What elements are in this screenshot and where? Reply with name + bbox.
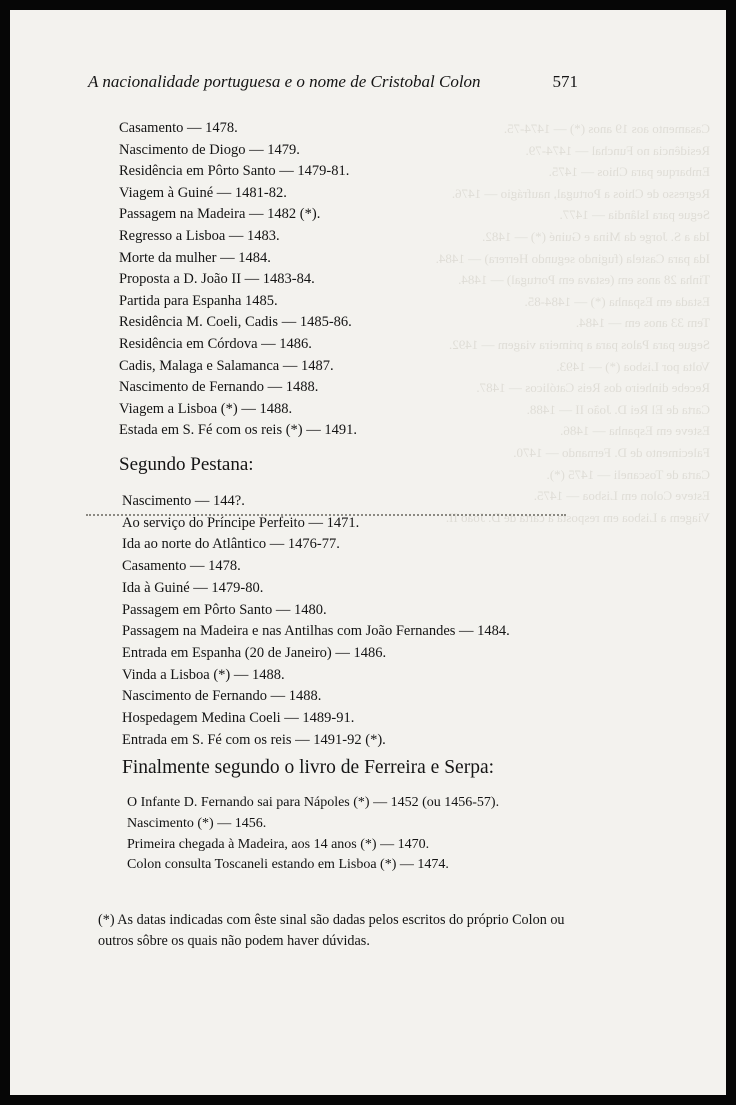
list-item: Regresso a Lisboa — 1483. <box>119 227 280 244</box>
list-item: Passagem na Madeira e nas Antilhas com João Fernandes — 1484. <box>122 623 510 640</box>
chronology-list-2 <box>122 491 510 751</box>
list-item: Partida para Espanha 1485. <box>119 292 278 309</box>
list-item: Passagem em Pôrto Santo — 1480. <box>122 601 327 618</box>
chronology-list-3 <box>127 793 499 876</box>
list-item: Colon consulta Toscaneli estando em Lisboa (*) — 1474. <box>127 857 449 873</box>
list-item: Nascimento de Fernando — 1488. <box>122 688 322 705</box>
list-item: Nascimento de Fernando — 1488. <box>119 379 319 396</box>
bleed-through-text: Casamento aos 19 anos (*) — 1474-75. Residência no Funchal — 1474-79. Embarque para Chios — 1475. Regresso de Chios a Portugal, naufrágio — 1476. Segue para Islândia — 1477. Ida a S. Jorge da Mina e Guiné (*) — 1482. Ida para Castela (fugindo segundo Herrera) — 1484. Tinha 28 anos em (estava em Portugal) — 1484. Estada em Espanha (*) — 1484-85. Tem 33 anos em — 1484. Segue para Palos para a primeira viagem — 1492. Volta por Lisboa (*) — 1493. Recebe dinheiro dos Reis Católicos — 1487. Carta de El Rei D. João II — 1488. Esteve em Espanha — 1486. Falecimento de D. Fernando — 1470. Carta de Toscaneli — 1475 (*). Esteve Colon em Lisboa — 1475. Viagem a Lisboa em resposta à carta de D. João II. <box>435 121 710 525</box>
list-item: Morte da mulher — 1484. <box>119 249 271 266</box>
chronology-list-1 <box>119 118 357 442</box>
list-item: Entrada em Espanha (20 de Janeiro) — 1486. <box>122 644 387 661</box>
list-item: O Infante D. Fernando sai para Nápoles (*) — 1452 (ou 1456-57). <box>127 795 500 810</box>
footnote: (*) As datas indicadas com êste sinal são dadas pelos escritos do próprio Colon ou outros sôbre os quais não podem haver dúvidas. <box>98 912 565 950</box>
section-heading-ferreira-serpa: Finalmente segundo o livro de Ferreira e Serpa: <box>122 757 495 778</box>
list-item: Cadis, Malaga e Salamanca — 1487. <box>119 357 334 374</box>
book-page <box>10 10 726 1095</box>
page-number: 571 <box>552 72 578 91</box>
list-item: Nascimento — 144?. <box>122 493 245 509</box>
list-item: Viagem à Guiné — 1481-82. <box>119 184 287 201</box>
running-header <box>88 72 578 92</box>
list-item: Estada em S. Fé com os reis (*) — 1491. <box>119 422 358 439</box>
list-item: Nascimento de Diogo — 1479. <box>119 141 300 158</box>
list-item: Passagem na Madeira — 1482 (*). <box>119 206 321 223</box>
list-item: Hospedagem Medina Coeli — 1489-91. <box>122 710 355 727</box>
list-item: Residência em Pôrto Santo — 1479-81. <box>119 163 350 180</box>
running-title: A nacionalidade portuguesa e o nome de Cristobal Colon <box>88 72 481 91</box>
list-item: Residência em Córdova — 1486. <box>119 335 312 352</box>
section-heading-pestana: Segundo Pestana: <box>119 454 254 475</box>
list-item: Casamento — 1478. <box>119 120 238 136</box>
list-item: Vinda a Lisboa (*) — 1488. <box>122 666 285 683</box>
list-item: Proposta a D. João II — 1483-84. <box>119 271 315 288</box>
list-item: Ida ao norte do Atlântico — 1476-77. <box>122 536 340 553</box>
list-item: Casamento — 1478. <box>122 558 241 575</box>
list-item: Entrada em S. Fé com os reis — 1491-92 (*). <box>122 731 386 748</box>
list-item: Primeira chegada à Madeira, aos 14 anos (*) — 1470. <box>127 836 430 852</box>
list-item: Residência M. Coeli, Cadis — 1485-86. <box>119 314 352 331</box>
list-item: Ao serviço do Príncipe Perfeito — 1471. <box>122 514 360 531</box>
list-item: Nascimento (*) — 1456. <box>127 815 267 831</box>
list-item: Viagem a Lisboa (*) — 1488. <box>119 400 293 417</box>
list-item: Ida à Guiné — 1479-80. <box>122 579 264 596</box>
